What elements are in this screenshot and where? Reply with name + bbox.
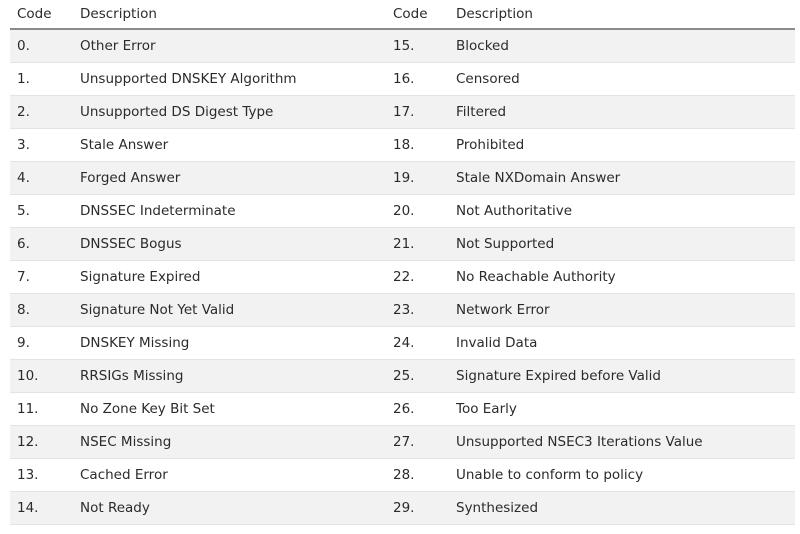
description-left-cell: Signature Expired bbox=[80, 269, 201, 285]
description-left-cell: Unsupported DNSKEY Algorithm bbox=[80, 71, 297, 87]
code-left-cell: 8. bbox=[17, 302, 30, 318]
description-left-cell: Signature Not Yet Valid bbox=[80, 302, 235, 318]
description-right-cell: Invalid Data bbox=[456, 335, 538, 351]
description-left-cell: Forged Answer bbox=[80, 170, 181, 186]
description-left-cell: DNSSEC Bogus bbox=[80, 236, 182, 252]
code-left-cell: 3. bbox=[17, 137, 30, 153]
code-left-cell: 9. bbox=[17, 335, 30, 351]
code-left-cell: 14. bbox=[17, 500, 39, 516]
error-codes-table bbox=[10, 0, 795, 525]
code-left-cell: 13. bbox=[17, 467, 39, 483]
description-right-cell: Stale NXDomain Answer bbox=[456, 170, 621, 186]
description-right-cell: Unsupported NSEC3 Iterations Value bbox=[456, 434, 703, 450]
table-row bbox=[10, 96, 795, 129]
code-left-cell: 11. bbox=[17, 401, 39, 417]
header-code-right: Code bbox=[393, 6, 428, 22]
description-left-cell: DNSKEY Missing bbox=[80, 335, 190, 351]
code-right-cell: 21. bbox=[393, 236, 415, 252]
table-body bbox=[10, 30, 795, 525]
table-row bbox=[10, 261, 795, 294]
description-right-cell: Filtered bbox=[456, 104, 507, 120]
table-row bbox=[10, 294, 795, 327]
table-row bbox=[10, 393, 795, 426]
table-row bbox=[10, 327, 795, 360]
description-left-cell: DNSSEC Indeterminate bbox=[80, 203, 236, 219]
code-right-cell: 29. bbox=[393, 500, 415, 516]
code-left-cell: 0. bbox=[17, 38, 30, 54]
code-left-cell: 12. bbox=[17, 434, 39, 450]
header-description-left: Description bbox=[80, 6, 157, 22]
table-row bbox=[10, 459, 795, 492]
table-row bbox=[10, 492, 795, 525]
description-right-cell: Prohibited bbox=[456, 137, 525, 153]
description-right-cell: Too Early bbox=[456, 401, 517, 417]
table-row bbox=[10, 162, 795, 195]
table-header bbox=[10, 0, 795, 30]
code-left-cell: 1. bbox=[17, 71, 30, 87]
code-right-cell: 25. bbox=[393, 368, 415, 384]
header-description-right: Description bbox=[456, 6, 533, 22]
description-right-cell: Network Error bbox=[456, 302, 550, 318]
description-right-cell: Not Supported bbox=[456, 236, 555, 252]
description-right-cell: Blocked bbox=[456, 38, 509, 54]
code-left-cell: 7. bbox=[17, 269, 30, 285]
code-right-cell: 28. bbox=[393, 467, 415, 483]
description-right-cell: No Reachable Authority bbox=[456, 269, 616, 285]
description-right-cell: Signature Expired before Valid bbox=[456, 368, 661, 384]
description-right-cell: Not Authoritative bbox=[456, 203, 573, 219]
description-left-cell: Unsupported DS Digest Type bbox=[80, 104, 274, 120]
table-row bbox=[10, 426, 795, 459]
description-right-cell: Synthesized bbox=[456, 500, 539, 516]
description-left-cell: RRSIGs Missing bbox=[80, 368, 184, 384]
code-right-cell: 27. bbox=[393, 434, 415, 450]
code-left-cell: 5. bbox=[17, 203, 30, 219]
description-left-cell: Stale Answer bbox=[80, 137, 169, 153]
code-right-cell: 24. bbox=[393, 335, 415, 351]
code-right-cell: 17. bbox=[393, 104, 415, 120]
code-right-cell: 22. bbox=[393, 269, 415, 285]
description-left-cell: Cached Error bbox=[80, 467, 168, 483]
code-right-cell: 15. bbox=[393, 38, 415, 54]
code-left-cell: 6. bbox=[17, 236, 30, 252]
code-right-cell: 26. bbox=[393, 401, 415, 417]
code-left-cell: 4. bbox=[17, 170, 30, 186]
code-right-cell: 16. bbox=[393, 71, 415, 87]
description-right-cell: Censored bbox=[456, 71, 520, 87]
table-row bbox=[10, 195, 795, 228]
code-right-cell: 23. bbox=[393, 302, 415, 318]
code-left-cell: 2. bbox=[17, 104, 30, 120]
description-left-cell: NSEC Missing bbox=[80, 434, 172, 450]
header-code-left: Code bbox=[17, 6, 52, 22]
code-left-cell: 10. bbox=[17, 368, 39, 384]
code-right-cell: 18. bbox=[393, 137, 415, 153]
table-row bbox=[10, 360, 795, 393]
description-left-cell: No Zone Key Bit Set bbox=[80, 401, 215, 417]
description-left-cell: Other Error bbox=[80, 38, 156, 54]
table-row bbox=[10, 129, 795, 162]
table-row bbox=[10, 228, 795, 261]
description-right-cell: Unable to conform to policy bbox=[456, 467, 644, 483]
table-row bbox=[10, 63, 795, 96]
code-right-cell: 19. bbox=[393, 170, 415, 186]
code-right-cell: 20. bbox=[393, 203, 415, 219]
table-row bbox=[10, 30, 795, 63]
description-left-cell: Not Ready bbox=[80, 500, 150, 516]
